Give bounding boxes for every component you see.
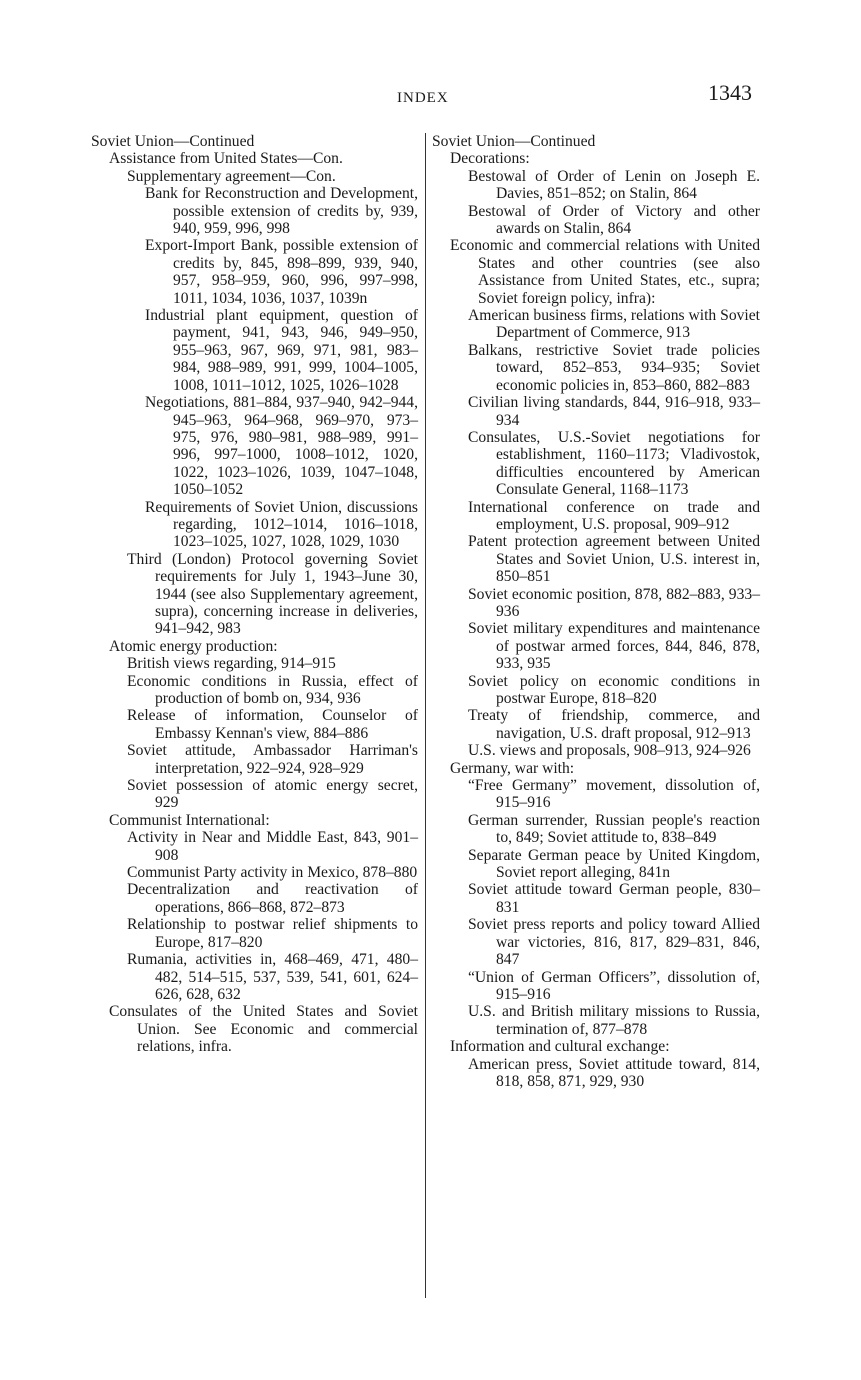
index-entry: Supplementary agreement—Con. xyxy=(127,167,336,185)
index-entry: Civilian living standards, 844, 916–918, 933–934 xyxy=(468,394,760,429)
index-entry: Separate German peace by United Kingdom, Soviet report alleging, 841n xyxy=(468,846,760,882)
index-column-right xyxy=(432,133,760,1090)
index-entry: Industrial plant equipment, question of payment, 941, 943, 946, 949–950, 955–963, 967, 969, 971, 981, 983–984, 988–989, 991, 999, 1004–1005, 1008, 1011–1012, 1025, 1026–1028 xyxy=(145,307,418,394)
index-entry: Economic and commercial relations with United States and other countries (see also Assistance from United States, etc., supra; Soviet foreign policy, infra): xyxy=(450,237,760,307)
index-entry: U.S. and British military missions to Russia, termination of, 877–878 xyxy=(468,1003,760,1038)
index-entry: Decorations: xyxy=(450,150,530,168)
index-entry: Information and cultural exchange: xyxy=(450,1038,670,1056)
index-entry: Soviet attitude, Ambassador Harriman's interpretation, 922–924, 928–929 xyxy=(127,742,418,777)
index-entry: Communist International: xyxy=(109,811,270,829)
index-entry: American business firms, relations with Soviet Department of Commerce, 913 xyxy=(468,307,760,342)
column-divider xyxy=(425,133,426,1298)
index-entry: Treaty of friendship, commerce, and navigation, U.S. draft proposal, 912–913 xyxy=(468,707,760,742)
index-entry: Consulates of the United States and Soviet Union. See Economic and commercial relations, infra. xyxy=(109,1003,418,1056)
index-entry: Bestowal of Order of Lenin on Joseph E. Davies, 851–852; on Stalin, 864 xyxy=(468,167,760,203)
index-entry: “Union of German Officers”, dissolution of, 915–916 xyxy=(468,968,760,1003)
index-entry: U.S. views and proposals, 908–913, 924–926 xyxy=(468,742,751,760)
index-entry: Export-Import Bank, possible extension of credits by, 845, 898–899, 939, 940, 957, 958–959, 960, 996, 997–998, 1011, 1034, 1036, 1037, 1039n xyxy=(145,237,418,307)
page-number: 1343 xyxy=(708,80,752,105)
index-entry: Soviet economic position, 878, 882–883, 933–936 xyxy=(468,585,760,620)
index-entry: Balkans, restrictive Soviet trade policies toward, 852–853, 934–935; Soviet economic policies in, 853–860, 882–883 xyxy=(468,341,760,394)
index-entry: Germany, war with: xyxy=(450,759,575,777)
index-entry: Bank for Reconstruction and Development, possible extension of credits by, 939, 940, 959, 996, 998 xyxy=(145,185,418,238)
running-head-title: INDEX xyxy=(397,90,449,106)
index-entry: Soviet military expenditures and maintenance of postwar armed forces, 844, 846, 878, 933, 935 xyxy=(468,620,760,673)
index-entry: Assistance from United States—Con. xyxy=(109,150,343,168)
index-entry: Requirements of Soviet Union, discussions regarding, 1012–1014, 1016–1018, 1023–1025, 1027, 1028, 1029, 1030 xyxy=(145,498,418,551)
index-entry: Soviet possession of atomic energy secret, 929 xyxy=(127,777,418,812)
index-entry: Activity in Near and Middle East, 843, 901–908 xyxy=(127,829,418,864)
index-entry: Rumania, activities in, 468–469, 471, 480–482, 514–515, 537, 539, 541, 601, 624–626, 628, 632 xyxy=(127,951,418,1003)
index-entry: Soviet policy on economic conditions in postwar Europe, 818–820 xyxy=(468,672,760,707)
index-entry: Third (London) Protocol governing Soviet requirements for July 1, 1943–June 30, 1944 (see also Supplementary agreement, supra), concerning increase in deliveries, 941–942, 983 xyxy=(127,550,418,638)
index-entry: British views regarding, 914–915 xyxy=(127,655,336,673)
index-entry: “Free Germany” movement, dissolution of, 915–916 xyxy=(468,777,760,812)
page-header xyxy=(0,80,861,116)
index-entry: Negotiations, 881–884, 937–940, 942–944, 945–963, 964–968, 969–970, 973–975, 976, 980–981, 988–989, 991–996, 997–1000, 1008–1012, 1020, 1022, 1023–1026, 1039, 1047–1048, 1050–1052 xyxy=(145,394,418,499)
index-entry: Communist Party activity in Mexico, 878–880 xyxy=(127,864,418,882)
index-entry: International conference on trade and employment, U.S. proposal, 909–912 xyxy=(468,498,760,533)
index-entry: Soviet press reports and policy toward Allied war victories, 816, 817, 829–831, 846, 847 xyxy=(468,916,760,969)
index-column-left xyxy=(91,133,418,1056)
index-entry: American press, Soviet attitude toward, 814, 818, 858, 871, 929, 930 xyxy=(468,1055,760,1090)
index-entry: Economic conditions in Russia, effect of production of bomb on, 934, 936 xyxy=(127,672,418,707)
index-entry: Relationship to postwar relief shipments to Europe, 817–820 xyxy=(127,916,418,951)
index-entry: Bestowal of Order of Victory and other awards on Stalin, 864 xyxy=(468,202,760,238)
index-entry: Soviet Union—Continued xyxy=(91,133,255,150)
index-entry: Atomic energy production: xyxy=(109,637,278,655)
index-entry: Decentralization and reactivation of operations, 866–868, 872–873 xyxy=(127,881,418,916)
index-entry: Consulates, U.S.-Soviet negotiations for establishment, 1160–1173; Vladivostok, difficulties encountered by American Consulate General, 1168–1173 xyxy=(468,428,760,499)
index-entry: Soviet attitude toward German people, 830–831 xyxy=(468,881,760,916)
index-entry: German surrender, Russian people's reaction to, 849; Soviet attitude to, 838–849 xyxy=(468,811,760,847)
index-entry: Patent protection agreement between United States and Soviet Union, U.S. interest in, 850–851 xyxy=(468,533,760,586)
index-entry: Release of information, Counselor of Embassy Kennan's view, 884–886 xyxy=(127,707,418,742)
index-entry: Soviet Union—Continued xyxy=(432,133,596,150)
